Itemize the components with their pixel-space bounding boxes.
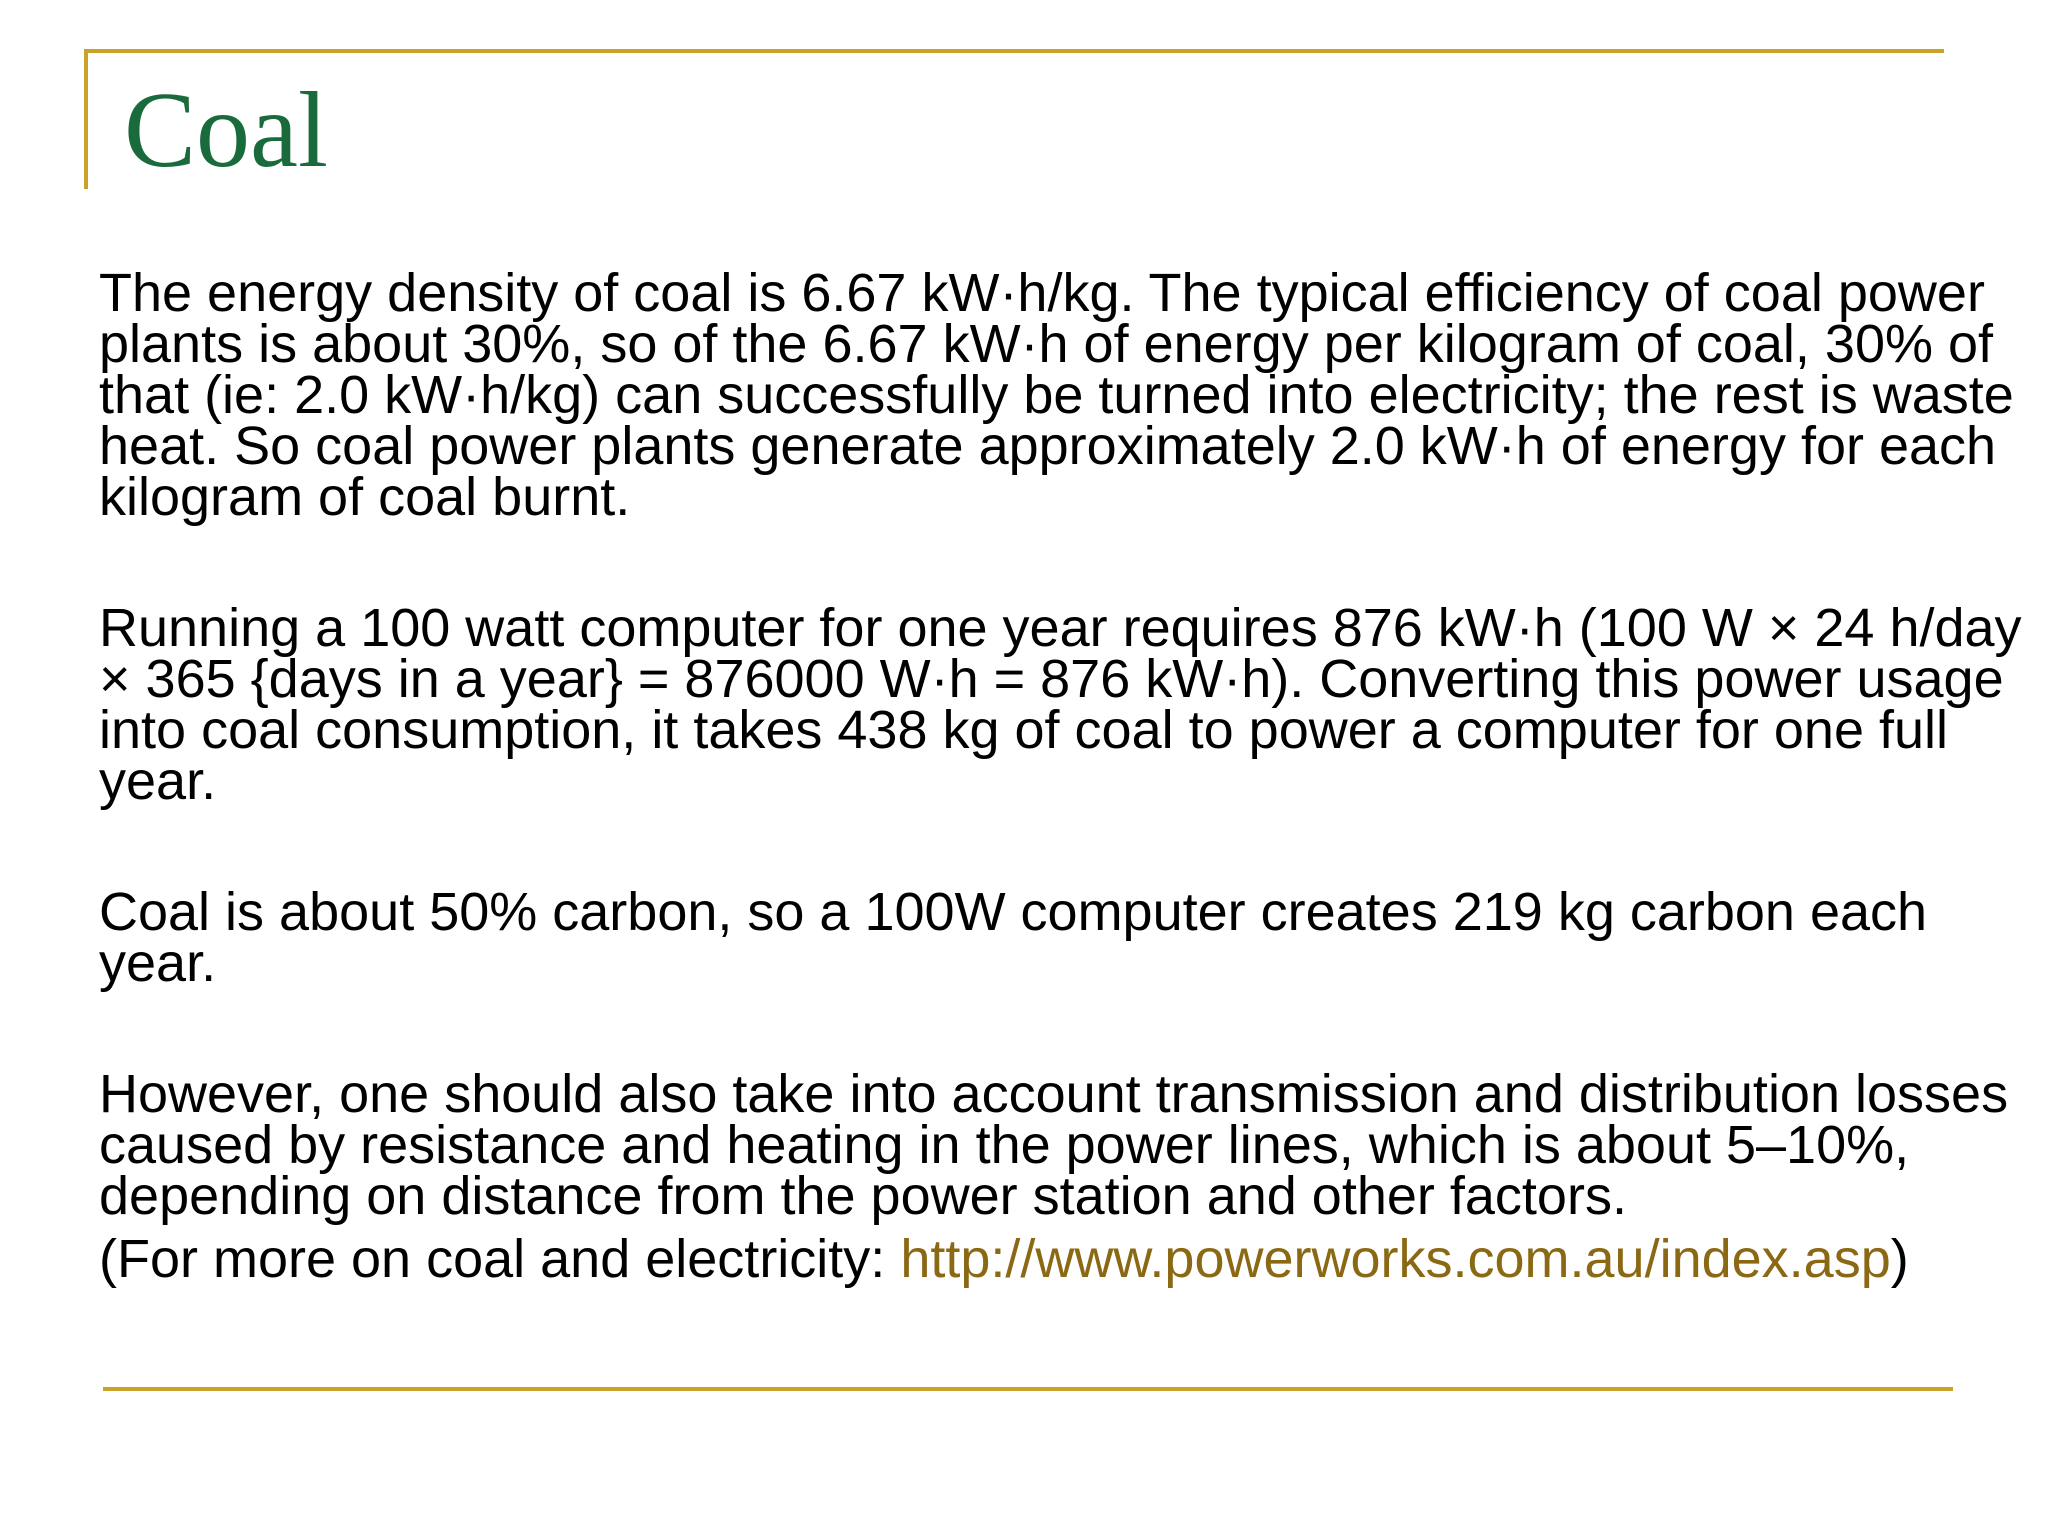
paragraph-energy-density: The energy density of coal is 6.67 kW·h/kg. The typical efficiency of coal power plants is about 30%, so of the 6.67 kW·h of energy per kilogram of coal, 30% of that (ie: 2.0 kW·h/kg) can successfully be turned into electricity; the rest is waste heat. So coal power plants generate approximately 2.0 kW·h of energy for each kilogram of coal burnt.: [99, 263, 2014, 527]
top-rule: [84, 49, 1944, 53]
left-rule: [84, 49, 88, 189]
reference-line: [99, 1229, 2029, 1289]
reference-prefix: (For more on coal and electricity:: [99, 1229, 901, 1289]
slide-body: [99, 263, 2029, 1289]
paragraph-carbon: Coal is about 50% carbon, so a 100W computer creates 219 kg carbon each year.: [99, 882, 1928, 993]
paragraph-transmission-losses: However, one should also take into account transmission and distribution losses caused by resistance and heating in the power lines, which is about 5–10%, depending on distance from the power station and other factors.: [99, 1064, 2009, 1226]
reference-link[interactable]: http://www.powerworks.com.au/index.asp: [900, 1229, 1891, 1289]
reference-suffix: ): [1890, 1229, 1909, 1289]
slide-title: Coal: [124, 71, 328, 190]
bottom-rule: [103, 1387, 1953, 1391]
paragraph-computer-usage: Running a 100 watt computer for one year requires 876 kW·h (100 W × 24 h/day × 365 {days in a year} = 876000 W·h = 876 kW·h). Converting this power usage into coal consumption, it takes 438 kg of coal to power a computer for one full year.: [99, 598, 2022, 811]
